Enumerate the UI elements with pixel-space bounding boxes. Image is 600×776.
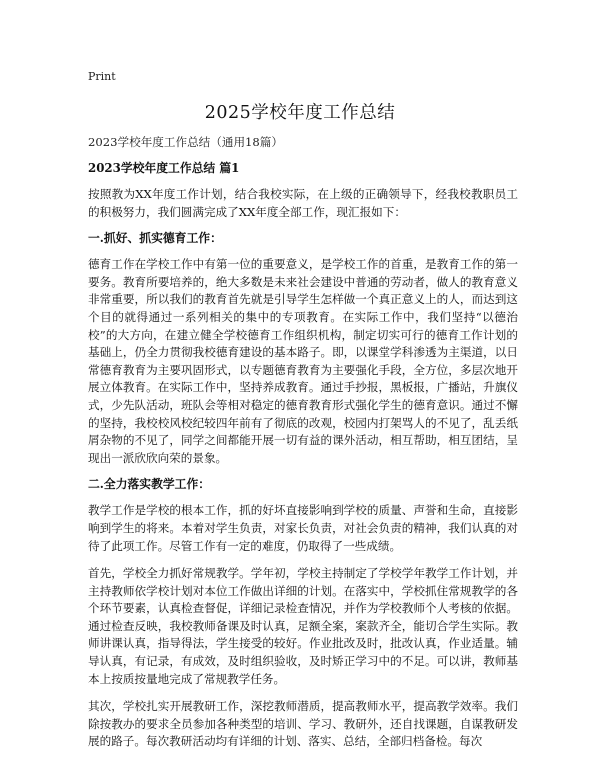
print-label[interactable]: Print [88, 70, 116, 83]
page-title: 2025学校年度工作总结 [204, 103, 396, 123]
paragraph-intro: 按照教为XX年度工作计划，结合我校实际，在上级的正确领导下，经我校教职员工的积极努力，我们圆满完成了XX年度全部工作，现汇报如下： [88, 187, 518, 219]
section-heading-teaching: 二.全力落实教学工作： [88, 477, 211, 492]
section-heading-part1: 2023学校年度工作总结 篇1 [88, 161, 240, 175]
paragraph-teaching-overview: 教学工作是学校的根本工作，抓的好坏直接影响到学校的质量、声誉和生命，直接影响到学生的将来。本着对学生负责，对家长负责，对社会负责的精神，我们认真的对待了此项工作。尽管工作有一定的难度，仍取得了一些成绩。 [88, 503, 518, 553]
paragraph-teaching-research: 其次，学校扎实开展教研工作，深挖教师潜质，提高教师水平，提高教学效率。我们除按教办的要求全员参加各种类型的培训、学习、教研外，还自找课题，自谋教研发展的路子。每次教研活动均有详细的计划、落实、总结，全部归档备检。每次 [88, 699, 518, 749]
section-heading-moral-education: 一.抓好、抓实德育工作： [88, 231, 222, 246]
paragraph-routine-teaching: 首先，学校全力抓好常规教学。学年初，学校主持制定了学校学年教学工作计划，并主持教师依学校计划对本位工作做出详细的计划。在落实中，学校抓住常规教学的各个环节要素，认真检查督促，详细记录检查情况，并作为学校教师个人考核的依据。通过检查反映，我校教师备课及时认真，足额全案，案款齐全，能切合学生实际。教师讲课认真，指导得法，学生接受的较好。作业批改及时，批改认真，作业适量。辅导认真，有记录，有成效，及时组织验收，及时矫正学习中的不足。可以讲，教师基本上按质按量地完成了常规教学任务。 [88, 566, 518, 686]
paragraph-moral-education: 德育工作在学校工作中有第一位的重要意义，是学校工作的首重，是教育工作的第一要务。教育所要培养的，绝大多数是未来社会建设中普通的劳动者，做人的教育意义非常重要，所以我们的教育首先就是引导学生怎样做一个真正意义上的人，而达到这个目的就得通过一系列相关的集中的专项教育。在实际工作中，我们坚持“以德治校”的大方向，在建立健全学校德育工作组织机构，制定切实可行的德育工作计划的基础上，仍全力贯彻我校德育建设的基本路子。即，以课堂学科渗透为主渠道，以日常德育教育为主要巩固形式，以专题德育教育为主要强化手段，全方位，多层次地开展立体教育。在实际工作中，坚持养成教育。通过手抄报，黑板报，广播站，升旗仪式，少先队活动，班队会等相对稳定的德育教育形式强化学生的德育意识。通过不懈的坚持，我校校风校纪较四年前有了彻底的改观，校园内打架骂人的不见了，乱丢纸屑杂物的不见了，同学之间都能开展一切有益的课外活动，相互帮助，相互团结，呈现出一派欣欣向荣的景象。 [88, 257, 518, 465]
document-subtitle: 2023学校年度工作总结（通用18篇） [88, 135, 283, 149]
document-body [88, 160, 518, 761]
